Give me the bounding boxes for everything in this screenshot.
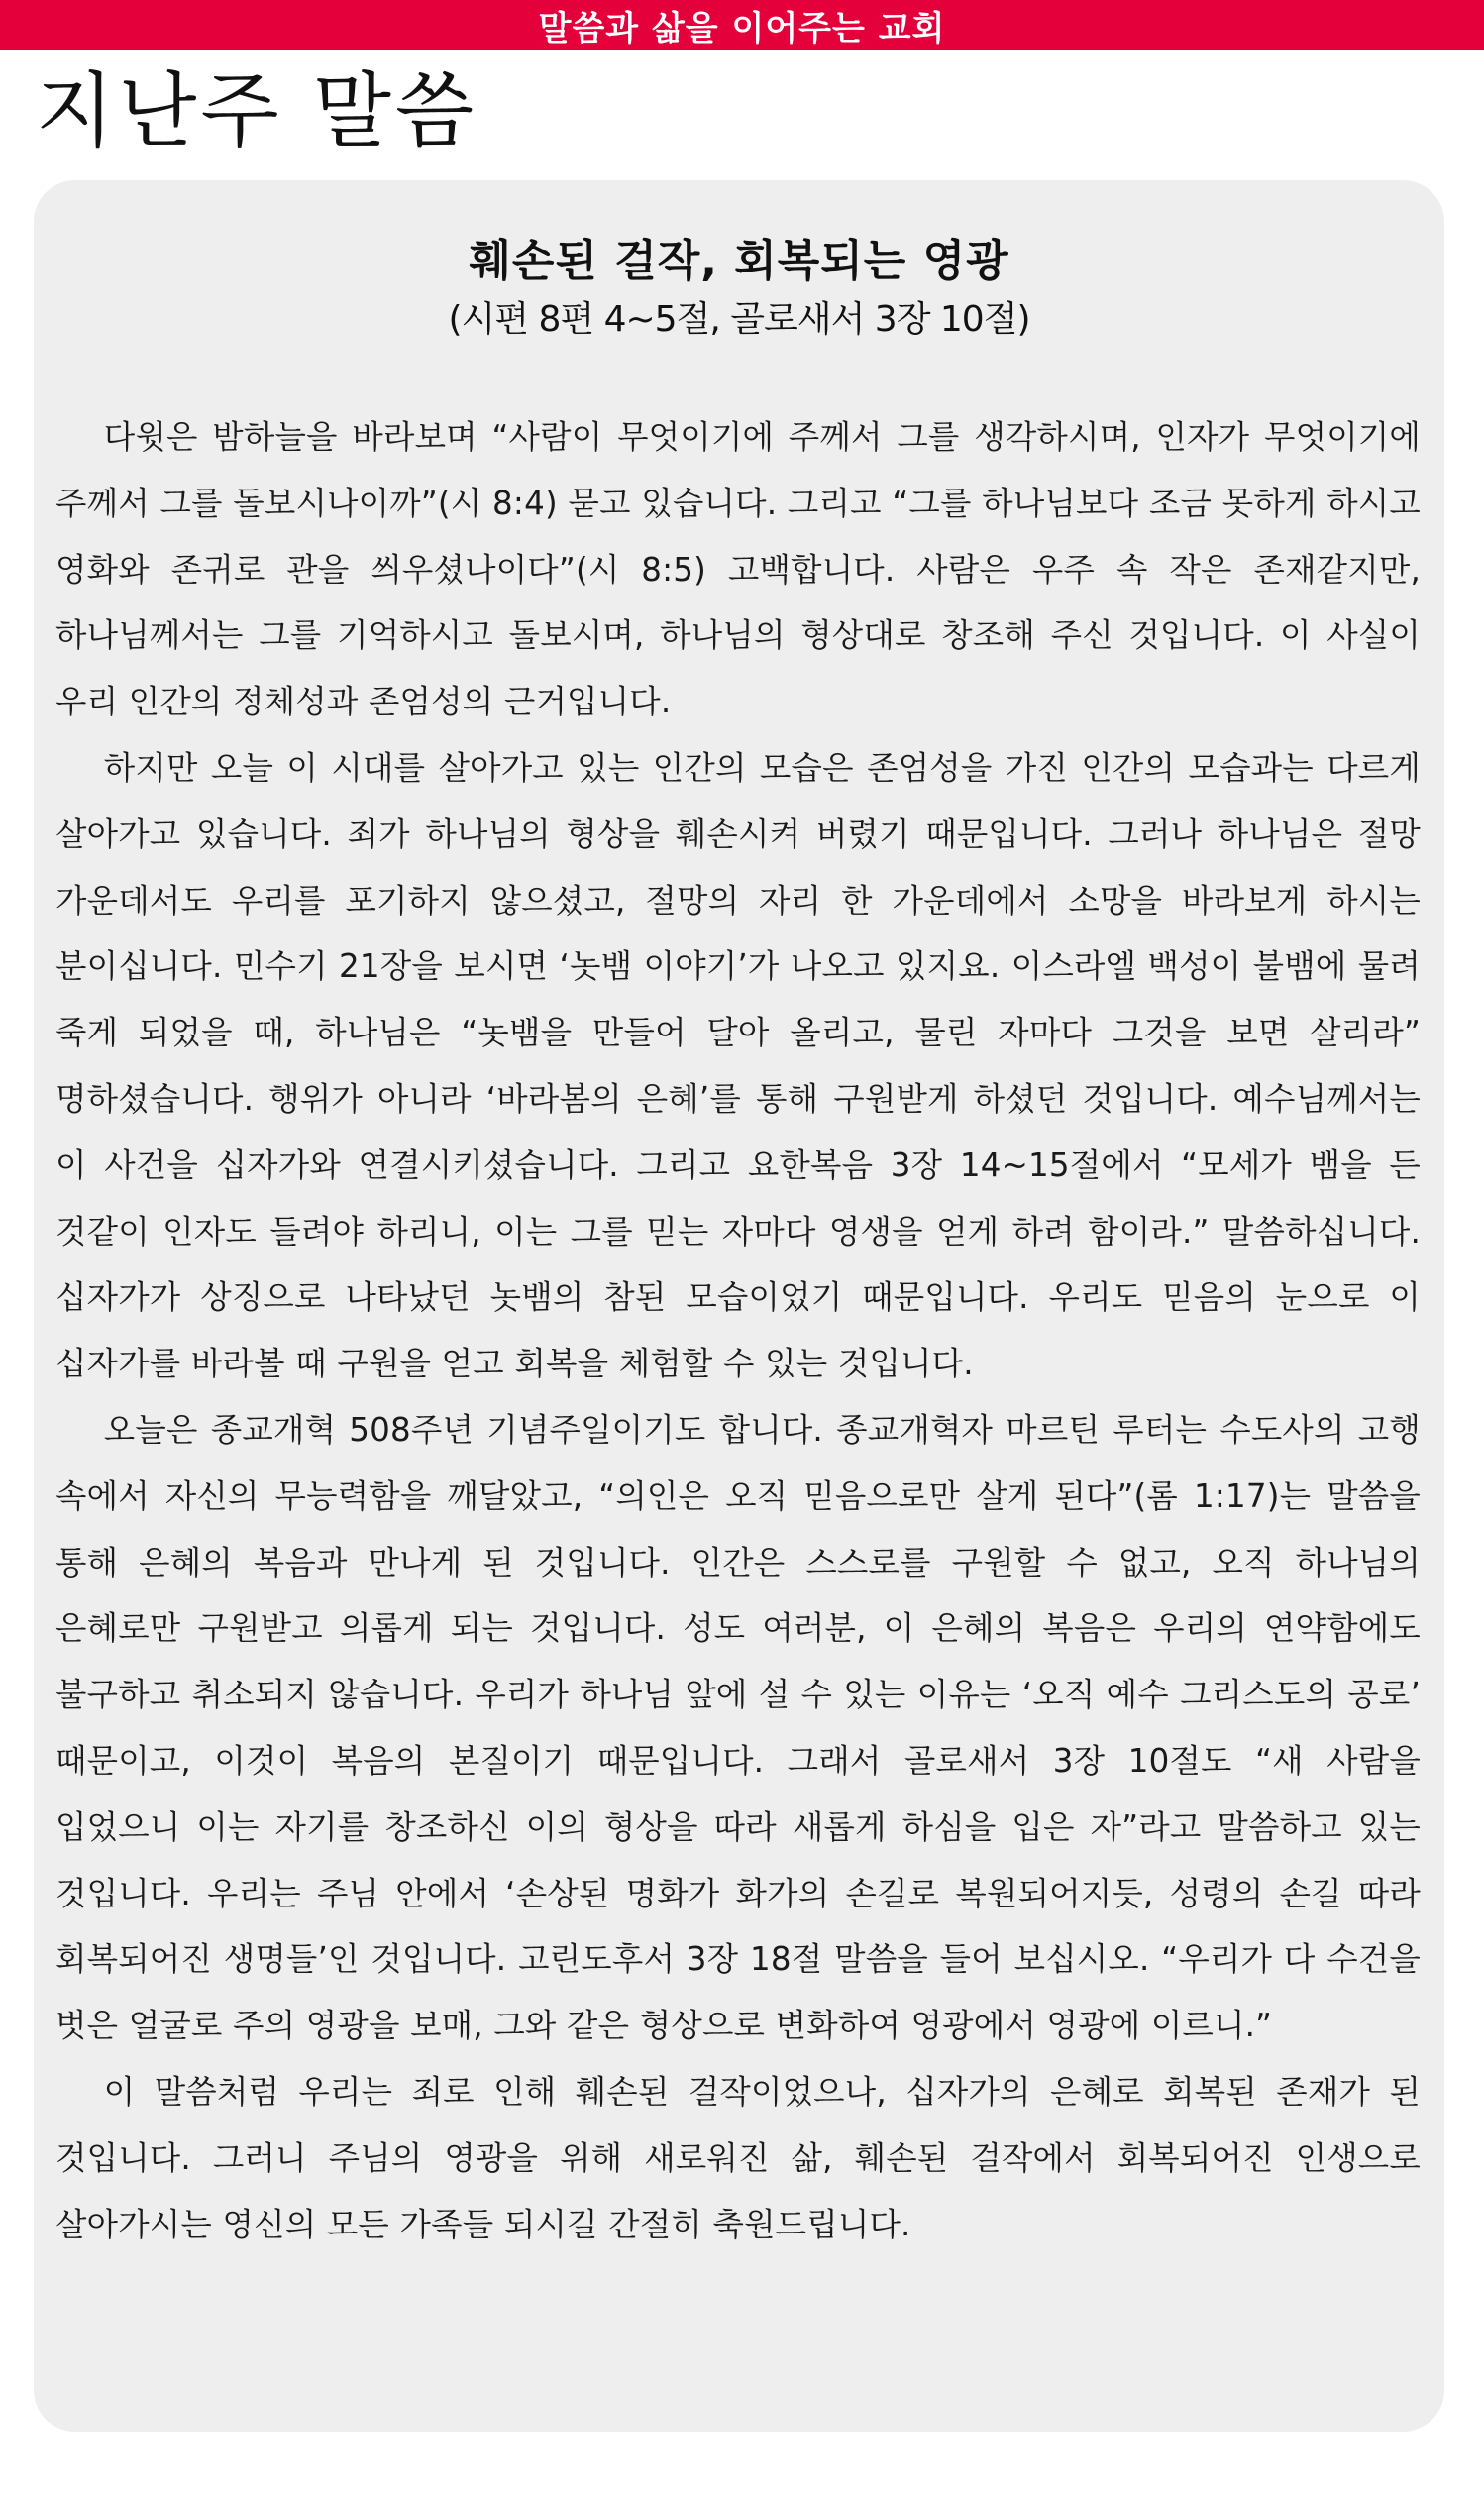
top-banner [0,0,1484,50]
sermon-body [55,404,1421,2257]
sermon-box [34,180,1444,2432]
sermon-title: 훼손된 걸작, 회복되는 영광 [469,236,1009,286]
sermon-paragraph-3: 오늘은 종교개혁 508주년 기념주일이기도 합니다. 종교개혁자 마르틴 루터는 수도사의 고행 속에서 자신의 무능력함을 깨달았고, “의인은 오직 믿음으로만 살게 된다”(롬 1:17)는 말씀을 통해 은혜의 복음과 만나게 된 것입니다. 인간은 스스로를 구원할 수 없고, 오직 하나님의 은혜로만 구원받고 의롭게 되는 것입니다. 성도 여러분, 이 은혜의 복음은 우리의 연약함에도 불구하고 취소되지 않습니다. 우리가 하나님 앞에 설 수 있는 이유는 ‘오직 예수 그리스도의 공로’ 때문이고, 이것이 복음의 본질이기 때문입니다. 그래서 골로새서 3장 10절도 “새 사람을 입었으니 이는 자기를 창조하신 이의 형상을 따라 새롭게 하심을 입은 자”라고 말씀하고 있는 것입니다. 우리는 주님 안에서 ‘손상된 명화가 화가의 손길로 복원되어지듯, 성령의 손길 따라 회복되어진 생명들’인 것입니다. 고린도후서 3장 18절 말씀을 들어 보십시오. “우리가 다 수건을 벗은 얼굴로 주의 영광을 보매, 그와 같은 형상으로 변화하여 영광에서 영광에 이르니.” [55,1410,1421,2045]
section-title: 지난주 말씀 [36,64,478,159]
sermon-scripture-reference: (시편 8편 4~5절, 골로새서 3장 10절) [448,299,1030,340]
sermon-paragraph-2: 하지만 오늘 이 시대를 살아가고 있는 인간의 모습은 존엄성을 가진 인간의 모습과는 다르게 살아가고 있습니다. 죄가 하나님의 형상을 훼손시켜 버렸기 때문입니다. 그러나 하나님은 절망 가운데서도 우리를 포기하지 않으셨고, 절망의 자리 한 가운데에서 소망을 바라보게 하시는 분이십니다. 민수기 21장을 보시면 ‘놋뱀 이야기’가 나오고 있지요. 이스라엘 백성이 불뱀에 물려 죽게 되었을 때, 하나님은 “놋뱀을 만들어 달아 올리고, 물린 자마다 그것을 보면 살리라” 명하셨습니다. 행위가 아니라 ‘바라봄의 은혜’를 통해 구원받게 하셨던 것입니다. 예수님께서는 이 사건을 십자가와 연결시키셨습니다. 그리고 요한복음 3장 14~15절에서 “모세가 뱀을 든 것같이 인자도 들려야 하리니, 이는 그를 믿는 자마다 영생을 얻게 하려 함이라.” 말씀하십니다. 십자가가 상징으로 나타났던 놋뱀의 참된 모습이었기 때문입니다. 우리도 믿음의 눈으로 이 십자가를 바라볼 때 구원을 얻고 회복을 체험할 수 있는 것입니다. [55,748,1421,1383]
sermon-paragraph-1: 다윗은 밤하늘을 바라보며 “사람이 무엇이기에 주께서 그를 생각하시며, 인자가 무엇이기에 주께서 그를 돌보시나이까”(시 8:4) 묻고 있습니다. 그리고 “그를 하나님보다 조금 못하게 하시고 영화와 존귀로 관을 씌우셨나이다”(시 8:5) 고백합니다. 사람은 우주 속 작은 존재같지만, 하나님께서는 그를 기억하시고 돌보시며, 하나님의 형상대로 창조해 주신 것입니다. 이 사실이 우리 인간의 정체성과 존엄성의 근거입니다. [55,418,1421,721]
banner-text: 말씀과 삶을 이어주는 교회 [538,8,946,49]
sermon-paragraph-4: 이 말씀처럼 우리는 죄로 인해 훼손된 걸작이었으나, 십자가의 은혜로 회복된 존재가 된 것입니다. 그러니 주님의 영광을 위해 새로워진 삶, 훼손된 걸작에서 회복되어진 인생으로 살아가시는 영신의 모든 가족들 되시길 간절히 축원드립니다. [55,2072,1421,2243]
